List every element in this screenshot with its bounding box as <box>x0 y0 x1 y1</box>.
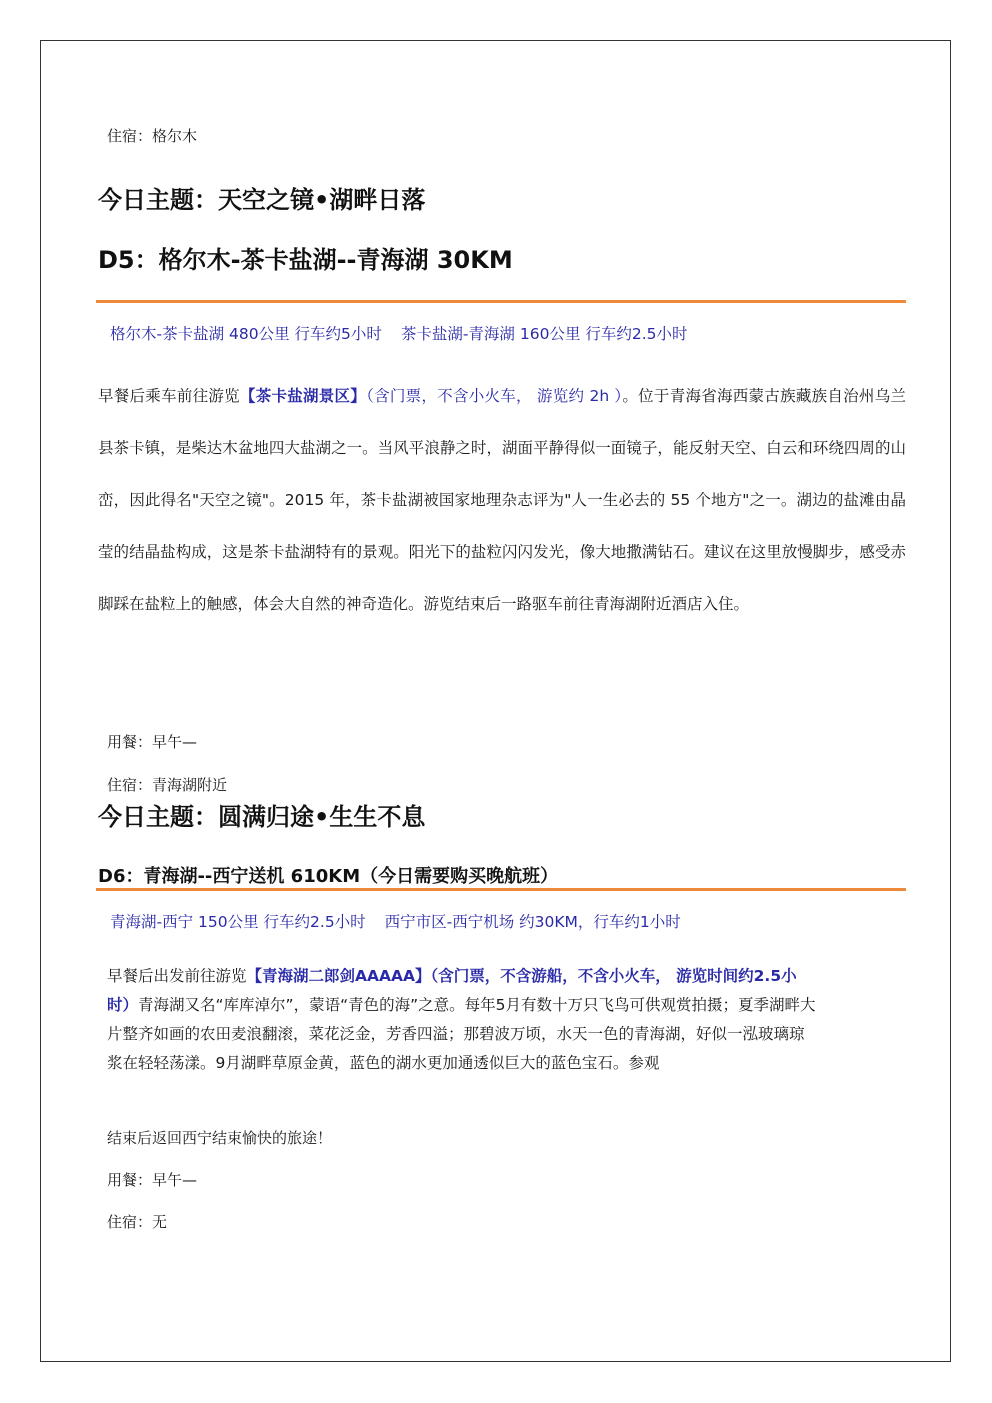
d6-theme-heading: 今日主题：圆满归途•生生不息 <box>98 803 426 831</box>
d6-day-title: D6：青海湖--西宁送机 610KM（今日需要购买晚航班） <box>98 866 559 887</box>
d6-route-line <box>110 910 695 932</box>
d5-desc-body: 。位于青海省海西蒙古族藏族自治州乌兰县茶卡镇，是柴达木盆地四大盐湖之一。当风平浪静之时，湖面平静得似一面镜子，能反射天空、白云和环绕四周的山峦，因此得名"天空之镜"。2015 年，茶卡盐湖被国家地理杂志评为"人一生必去的 55 个地方"之一。湖边的盐滩由晶莹的结晶盐构成，这是茶卡盐湖特有的景观。阳光下的盐粒闪闪发光，像大地撒满钻石。建议在这里放慢脚步，感受赤脚踩在盐粒上的触感，体会大自然的神奇造化。游览结束后一路驱车前往青海湖附近酒店入住。 <box>98 387 906 613</box>
d5-description <box>98 370 906 630</box>
d6-route-1: 青海湖-西宁 150公里 行车约2.5小时 <box>110 913 366 931</box>
d5-desc-highlight: 【茶卡盐湖景区】 <box>239 387 367 405</box>
d5-route-1: 格尔木-茶卡盐湖 480公里 行车约5小时 <box>110 325 382 343</box>
d6-divider <box>96 888 906 891</box>
d6-lodging: 住宿：无 <box>107 1213 168 1231</box>
page-border <box>40 40 951 1362</box>
d5-desc-intro: 早餐后乘车前往游览 <box>98 387 240 405</box>
d6-desc-body: 青海湖又名“库库淖尔”，蒙语“青色的海”之意。每年5月有数十万只飞鸟可供观赏拍摄；夏季湖畔大片整齐如画的农田麦浪翻滚，菜花泛金，芳香四溢；那碧波万顷，水天一色的青海湖，好似一泓玻璃琼浆在轻轻荡漾。9月湖畔草原金黄，蓝色的湖水更加通透似巨大的蓝色宝石。参观 <box>107 996 816 1072</box>
d6-meals: 用餐：早午— <box>107 1171 198 1189</box>
d5-desc-note: （含门票，不含小火车， 游览约 2h ） <box>366 387 623 405</box>
d6-description <box>107 962 817 1078</box>
d5-theme-heading: 今日主题：天空之镜•湖畔日落 <box>98 186 426 214</box>
d5-day-title: D5：格尔木-茶卡盐湖--青海湖 30KM <box>98 246 513 274</box>
d6-ending: 结束后返回西宁结束愉快的旅途！ <box>107 1129 333 1147</box>
d6-route-2: 西宁市区-西宁机场 约30KM，行车约1小时 <box>384 913 681 931</box>
d6-desc-highlight: 【青海湖二郎剑AAAAA】（含门票，不含游船，不含小火车， 游览时间约2.5小时） <box>107 967 797 1014</box>
d4-lodging: 住宿：格尔木 <box>107 127 198 145</box>
d5-meals: 用餐：早午— <box>107 733 198 751</box>
d5-lodging: 住宿：青海湖附近 <box>107 776 228 794</box>
d6-desc-intro: 早餐后出发前往游览 <box>107 967 247 985</box>
d5-route-2: 茶卡盐湖-青海湖 160公里 行车约2.5小时 <box>400 325 688 343</box>
d5-route-line <box>110 322 702 344</box>
d5-divider <box>96 300 906 303</box>
